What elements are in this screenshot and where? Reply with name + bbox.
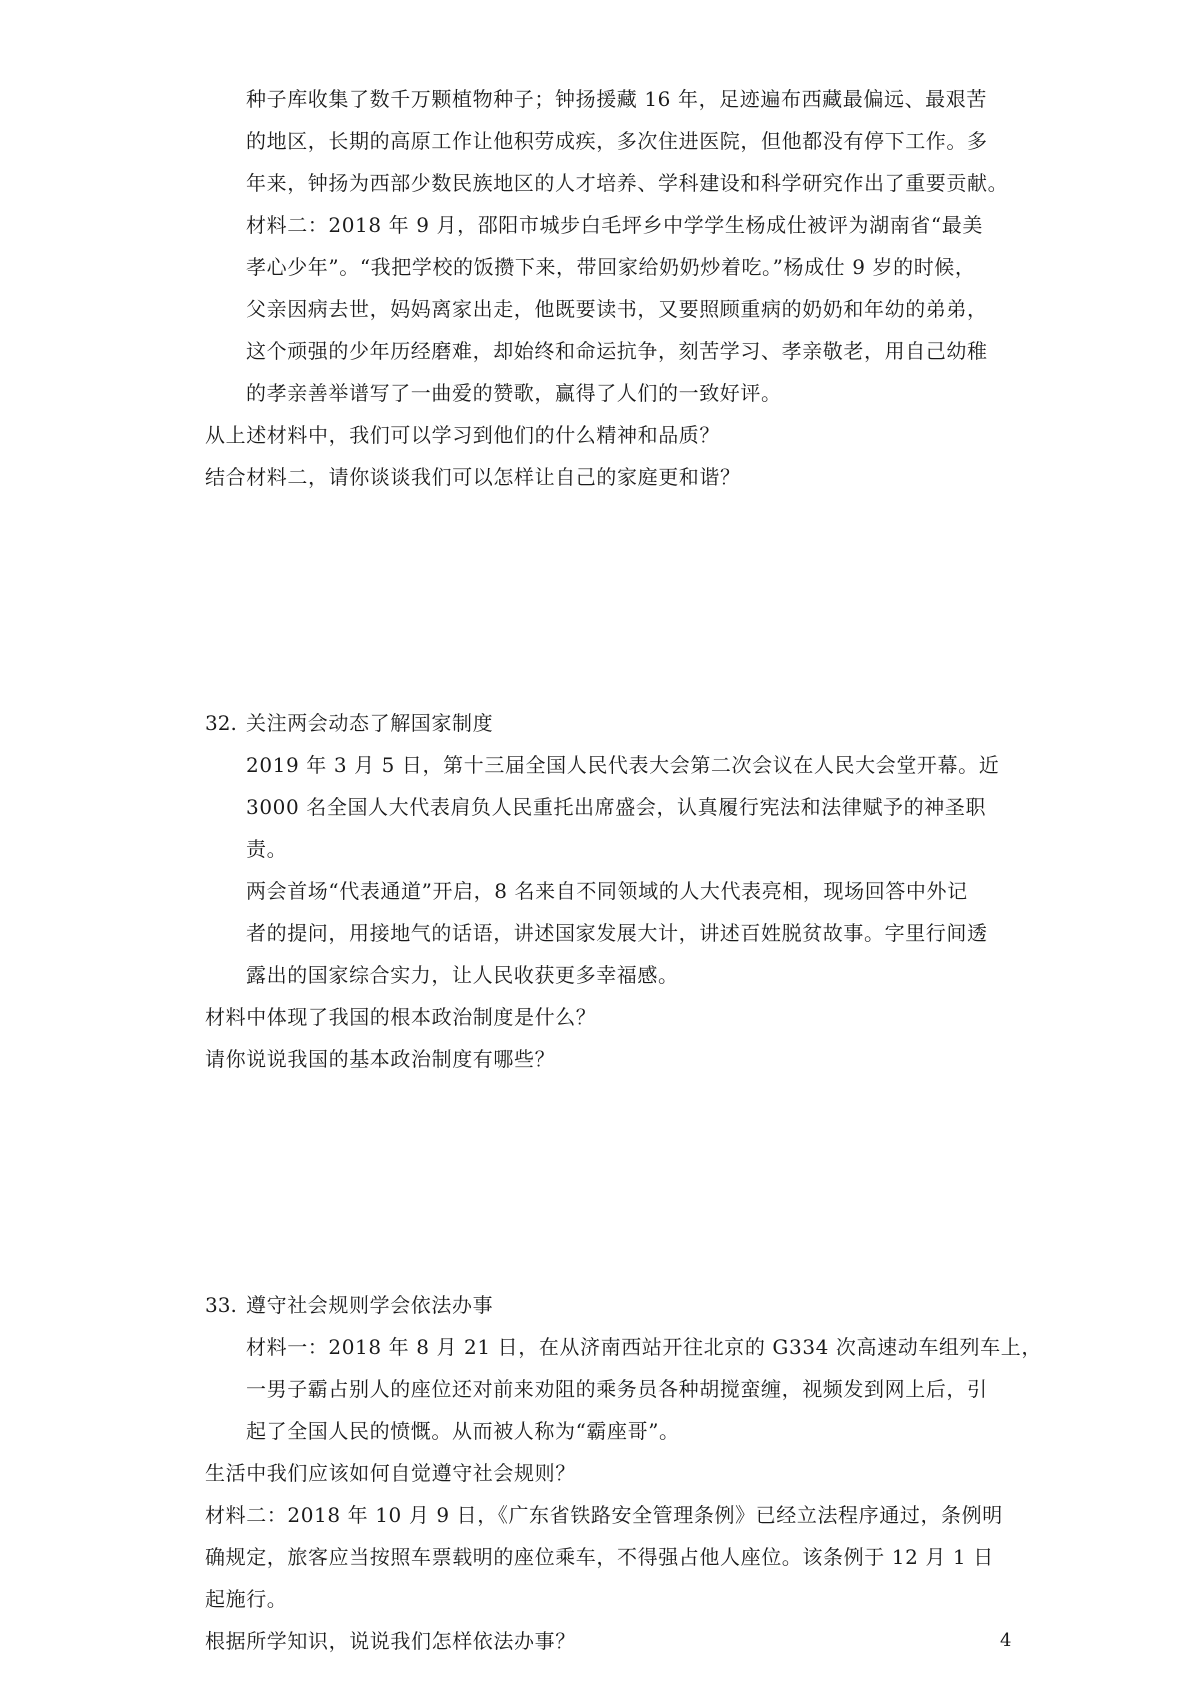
material-line: 2019 年 3 月 5 日，第十三届全国人民代表大会第二次会议在人民大会堂开幕。近: [246, 753, 1000, 777]
material-line: 这个顽强的少年历经磨难，却始终和命运抗争，刻苦学习、孝亲敬老，用自己幼稚: [246, 339, 988, 363]
material-line: 材料二：2018 年 10 月 9 日，《广东省铁路安全管理条例》已经立法程序通过，条例明: [205, 1503, 1003, 1527]
material-line: 的孝亲善举谱写了一曲爱的赞歌，赢得了人们的一致好评。: [246, 381, 782, 405]
question-text: 结合材料二，请你谈谈我们可以怎样让自己的家庭更和谐？: [205, 465, 741, 489]
material-line: 起了全国人民的愤慨。从而被人称为“霸座哥”。: [246, 1419, 680, 1443]
material-line: 的地区，长期的高原工作让他积劳成疾，多次住进医院，但他都没有停下工作。多: [246, 129, 988, 153]
question-text: 材料中体现了我国的根本政治制度是什么？: [205, 1005, 597, 1029]
question-number: 33.: [205, 1293, 237, 1317]
material-line: 种子库收集了数千万颗植物种子；钟扬援藏 16 年，足迹遍布西藏最偏远、最艰苦: [246, 87, 987, 111]
question-title: 关注两会动态了解国家制度: [246, 711, 494, 735]
question-text: 根据所学知识，说说我们怎样依法办事？: [205, 1629, 576, 1653]
material-line: 材料二：2018 年 9 月，邵阳市城步白毛坪乡中学学生杨成仕被评为湖南省“最美: [246, 213, 983, 237]
material-line: 确规定，旅客应当按照车票载明的座位乘车，不得强占他人座位。该条例于 12 月 1 日: [205, 1545, 994, 1569]
material-line: 孝心少年”。“我把学校的饭攒下来，带回家给奶奶炒着吃。”杨成仕 9 岁的时候，: [246, 255, 976, 279]
material-line: 两会首场“代表通道”开启，8 名来自不同领域的人大代表亮相，现场回答中外记: [246, 879, 968, 903]
material-line: 年来，钟扬为西部少数民族地区的人才培养、学科建设和科学研究作出了重要贡献。: [246, 171, 1009, 195]
page-number: 4: [1000, 1630, 1012, 1651]
question-text: 请你说说我国的基本政治制度有哪些？: [205, 1047, 556, 1071]
question-text: 从上述材料中，我们可以学习到他们的什么精神和品质？: [205, 423, 720, 447]
material-line: 材料一：2018 年 8 月 21 日，在从济南西站开往北京的 G334 次高速动车组列车上，: [246, 1335, 1042, 1359]
material-line: 起施行。: [205, 1587, 288, 1611]
material-line: 露出的国家综合实力，让人民收获更多幸福感。: [246, 963, 679, 987]
material-line: 一男子霸占别人的座位还对前来劝阻的乘务员各种胡搅蛮缠，视频发到网上后，引: [246, 1377, 988, 1401]
question-number: 32.: [205, 711, 237, 735]
material-line: 3000 名全国人大代表肩负人民重托出席盛会，认真履行宪法和法律赋予的神圣职: [246, 795, 987, 819]
question-title: 遵守社会规则学会依法办事: [246, 1293, 494, 1317]
material-line: 责。: [246, 837, 288, 861]
material-line: 父亲因病去世，妈妈离家出走，他既要读书，又要照顾重病的奶奶和年幼的弟弟，: [246, 297, 988, 321]
question-text: 生活中我们应该如何自觉遵守社会规则？: [205, 1461, 576, 1485]
material-line: 者的提问，用接地气的话语，讲述国家发展大计，讲述百姓脱贫故事。字里行间透: [246, 921, 988, 945]
